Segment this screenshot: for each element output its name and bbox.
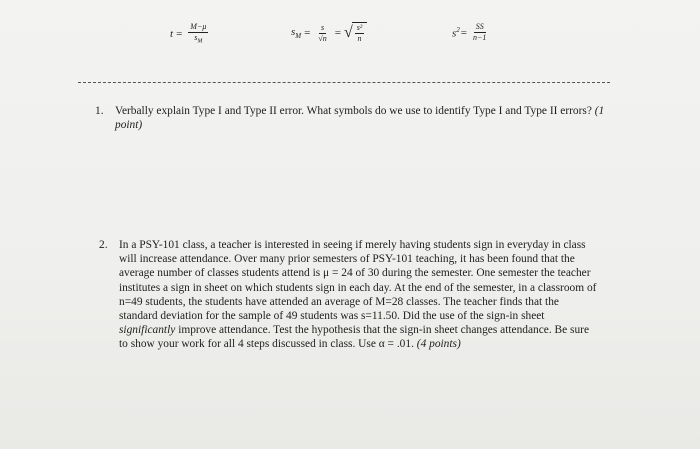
- s2-symbol: $s^2$: [452, 25, 460, 40]
- question-number: 1.: [95, 105, 104, 117]
- s2-fraction: $\frac{SS}{n-1}$: [473, 22, 487, 42]
- t-numerator: M−μ: [190, 22, 207, 31]
- points-label: (4 points): [416, 338, 461, 351]
- t-fraction: [188, 22, 208, 47]
- equals-sign: =: [176, 28, 183, 41]
- question-text: In a PSY-101 class, a teacher is interested in seeing if merely having students sign in everyday in class will increase attendance. Over many prior semesters of PSY-101 teaching, it has been found that the average number of classes students attend is μ = 24 of 30 during the semester. One semester the teacher institutes a sign in sheet on which students sign in each day. At the end of the semester, in a classroom of n=49 students, the students have attended an average of M=28 classes. The teacher finds that the standard deviation for the sample of 49 students was s=11.50. Did the use of the sign-in sheet significantly improve attendance. Test the hypothesis that the sign-in sheet changes attendance. Be sure to show your work for all 4 steps discussed in class. Use α = .01. (4 points): [119, 239, 597, 351]
- equals-sign: =: [460, 26, 467, 39]
- sqrt-expression: √ $\frac{\text{s²}}{n}$: [344, 22, 367, 44]
- question-text: Verbally explain Type I and Type II error. What symbols do we use to identify Type I and Type II errors? (1 point): [115, 105, 605, 132]
- sm-symbol: $s_M$: [291, 25, 302, 41]
- dashed-divider: [78, 82, 610, 83]
- points-label: (1 point): [115, 105, 605, 132]
- question-1: [95, 104, 605, 132]
- question-number: 2.: [99, 239, 108, 251]
- emphasis-word: significantly: [119, 324, 176, 337]
- standard-error-formula: [291, 22, 367, 44]
- question-2: [99, 238, 599, 352]
- sm-fraction-1: $\frac{s}{√n}$: [318, 22, 327, 43]
- t-denominator: $s_M$: [194, 33, 203, 45]
- equals-sign: =: [334, 27, 341, 39]
- t-symbol: t: [170, 28, 174, 41]
- radical-icon: √: [343, 24, 353, 41]
- variance-formula: [452, 22, 491, 43]
- t-statistic-formula: [170, 22, 211, 47]
- equals-sign: =: [304, 27, 311, 39]
